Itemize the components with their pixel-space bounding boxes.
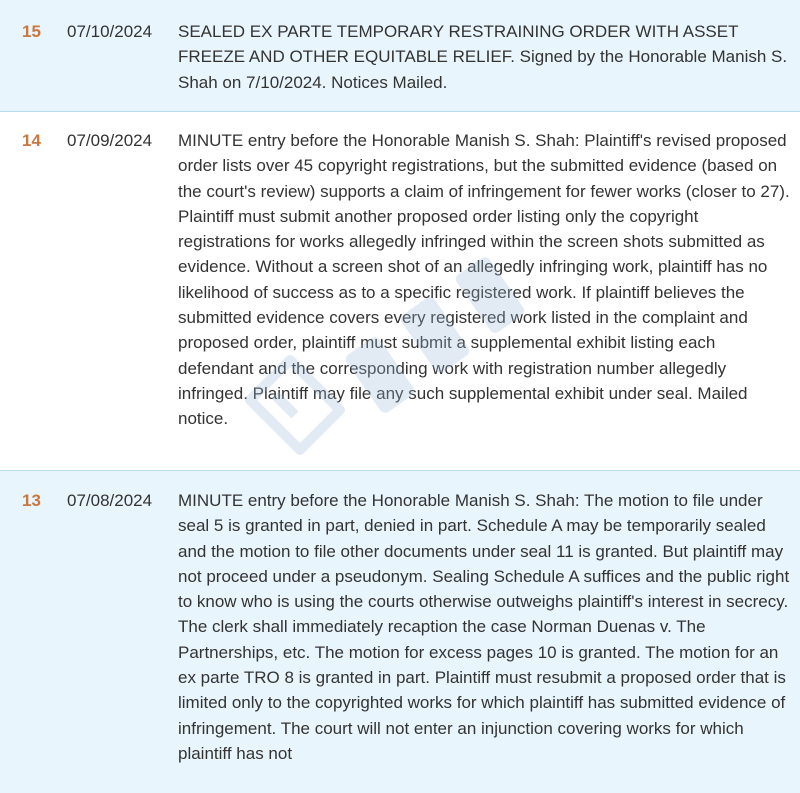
entry-number: 15 [22, 22, 41, 41]
entry-date: 07/09/2024 [67, 131, 153, 150]
entry-date: 07/08/2024 [67, 491, 153, 510]
entry-date: 07/10/2024 [67, 22, 153, 41]
docket-entry [0, 0, 800, 112]
docket-entry [0, 112, 800, 471]
entry-text: MINUTE entry before the Honorable Manish S. Shah: The motion to file under seal 5 is granted in part, denied in part. Schedule A may be temporarily sealed and the motion to file other documents under seal 11 is granted. But plaintiff may not proceed under a pseudonym. Sealing Schedule A suffices and the public right to know who is using the courts otherwise outweighs plaintiff's interest in secrecy. The clerk shall immediately recaption the case Norman Duenas v. The Partnerships, etc. The motion for excess pages 10 is granted. The motion for an ex parte TRO 8 is granted in part. Plaintiff must resubmit a proposed order that is limited only to the copyrighted works for which plaintiff has submitted evidence of infringement. The court will not enter an injunction covering works for which plaintiff has not [178, 491, 790, 763]
entry-text: SEALED EX PARTE TEMPORARY RESTRAINING ORDER WITH ASSET FREEZE AND OTHER EQUITABLE RELIEF. Signed by the Honorable Manish S. Shah on 7/10/2024. Notices Mailed. [178, 22, 788, 92]
entry-number: 14 [22, 131, 41, 150]
entry-text: MINUTE entry before the Honorable Manish S. Shah: Plaintiff's revised proposed order lists over 45 copyright registrations, but the submitted evidence (based on the court's review) supports a claim of infringement for fewer works (closer to 27). Plaintiff must submit another proposed order listing only the copyright registrations for works allegedly infringed within the screen shots submitted as evidence. Without a screen shot of an allegedly infringing work, plaintiff has no likelihood of success as to a specific registered work. If plaintiff believes the submitted evidence covers every registered work listed in the complaint and proposed order, plaintiff must submit a supplemental exhibit listing each defendant and the corresponding work with registration number allegedly infringed. Plaintiff may file any such supplemental exhibit under seal. Mailed notice. [178, 131, 790, 429]
docket-entry [0, 471, 800, 793]
entry-number: 13 [22, 491, 41, 510]
